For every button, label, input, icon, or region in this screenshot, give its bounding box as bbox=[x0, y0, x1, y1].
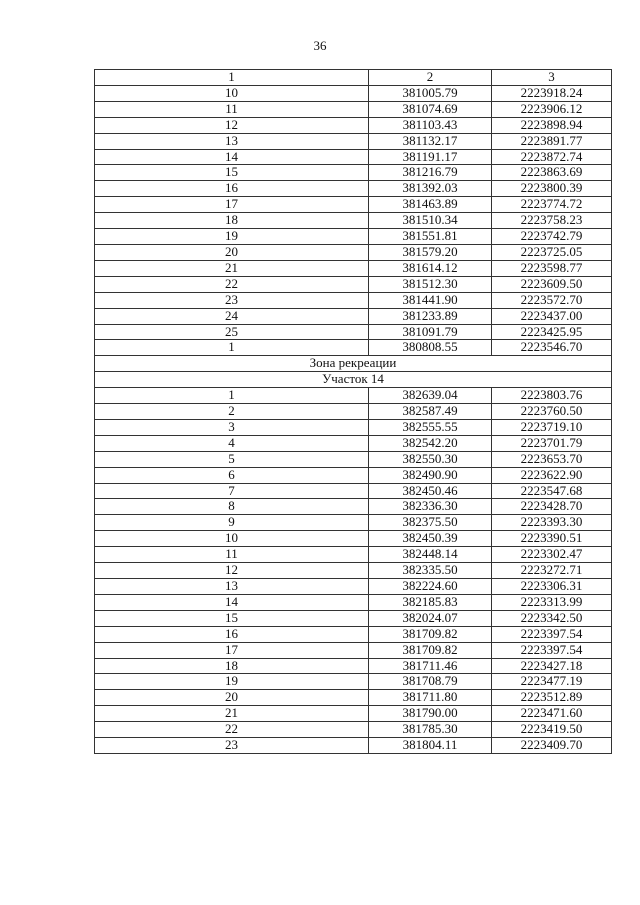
table-row bbox=[95, 324, 612, 340]
x-coordinate-cell: 382587.49 bbox=[369, 404, 492, 420]
x-coordinate-cell: 381510.34 bbox=[369, 213, 492, 229]
x-coordinate-cell: 381132.17 bbox=[369, 133, 492, 149]
table-row bbox=[95, 244, 612, 260]
point-number-cell: 11 bbox=[95, 547, 369, 563]
y-coordinate-cell: 2223906.12 bbox=[492, 101, 612, 117]
point-number-cell: 9 bbox=[95, 515, 369, 531]
x-coordinate-cell: 381790.00 bbox=[369, 706, 492, 722]
x-coordinate-cell: 381785.30 bbox=[369, 722, 492, 738]
x-coordinate-cell: 381191.17 bbox=[369, 149, 492, 165]
x-coordinate-cell: 381216.79 bbox=[369, 165, 492, 181]
point-number-cell: 13 bbox=[95, 579, 369, 595]
point-number-cell: 23 bbox=[95, 292, 369, 308]
point-number-cell: 11 bbox=[95, 101, 369, 117]
table-row bbox=[95, 547, 612, 563]
table-row bbox=[95, 594, 612, 610]
x-coordinate-cell: 381711.80 bbox=[369, 690, 492, 706]
point-number-cell: 18 bbox=[95, 213, 369, 229]
x-coordinate-cell: 381708.79 bbox=[369, 674, 492, 690]
table-row bbox=[95, 467, 612, 483]
point-number-cell: 17 bbox=[95, 642, 369, 658]
table-row bbox=[95, 658, 612, 674]
y-coordinate-cell: 2223390.51 bbox=[492, 531, 612, 547]
y-coordinate-cell: 2223313.99 bbox=[492, 594, 612, 610]
y-coordinate-cell: 2223863.69 bbox=[492, 165, 612, 181]
y-coordinate-cell: 3 bbox=[492, 70, 612, 86]
zone-title-row bbox=[95, 356, 612, 372]
plot-title: Участок 14 bbox=[95, 372, 612, 388]
point-number-cell: 5 bbox=[95, 451, 369, 467]
x-coordinate-cell: 382375.50 bbox=[369, 515, 492, 531]
x-coordinate-cell: 380808.55 bbox=[369, 340, 492, 356]
point-number-cell: 19 bbox=[95, 229, 369, 245]
table-row bbox=[95, 133, 612, 149]
y-coordinate-cell: 2223800.39 bbox=[492, 181, 612, 197]
table-row bbox=[95, 738, 612, 754]
x-coordinate-cell: 382448.14 bbox=[369, 547, 492, 563]
x-coordinate-cell: 381709.82 bbox=[369, 642, 492, 658]
x-coordinate-cell: 381711.46 bbox=[369, 658, 492, 674]
point-number-cell: 12 bbox=[95, 117, 369, 133]
page-number: 36 bbox=[313, 38, 327, 53]
point-number-cell: 20 bbox=[95, 690, 369, 706]
point-number-cell: 25 bbox=[95, 324, 369, 340]
table-row bbox=[95, 722, 612, 738]
point-number-cell: 14 bbox=[95, 149, 369, 165]
y-coordinate-cell: 2223409.70 bbox=[492, 738, 612, 754]
x-coordinate-cell: 381103.43 bbox=[369, 117, 492, 133]
y-coordinate-cell: 2223701.79 bbox=[492, 435, 612, 451]
point-number-cell: 1 bbox=[95, 340, 369, 356]
x-coordinate-cell: 381392.03 bbox=[369, 181, 492, 197]
table-row bbox=[95, 690, 612, 706]
x-coordinate-cell: 381551.81 bbox=[369, 229, 492, 245]
y-coordinate-cell: 2223342.50 bbox=[492, 610, 612, 626]
table-row bbox=[95, 181, 612, 197]
point-number-cell: 16 bbox=[95, 626, 369, 642]
point-number-cell: 15 bbox=[95, 610, 369, 626]
table-row bbox=[95, 515, 612, 531]
table-row bbox=[95, 149, 612, 165]
y-coordinate-cell: 2223397.54 bbox=[492, 642, 612, 658]
table-row bbox=[95, 117, 612, 133]
y-coordinate-cell: 2223719.10 bbox=[492, 419, 612, 435]
table-row bbox=[95, 213, 612, 229]
x-coordinate-cell: 2 bbox=[369, 70, 492, 86]
y-coordinate-cell: 2223918.24 bbox=[492, 85, 612, 101]
x-coordinate-cell: 381709.82 bbox=[369, 626, 492, 642]
table-row bbox=[95, 626, 612, 642]
table-row bbox=[95, 276, 612, 292]
point-number-cell: 12 bbox=[95, 563, 369, 579]
x-coordinate-cell: 381074.69 bbox=[369, 101, 492, 117]
point-number-cell: 8 bbox=[95, 499, 369, 515]
y-coordinate-cell: 2223546.70 bbox=[492, 340, 612, 356]
table-row bbox=[95, 674, 612, 690]
y-coordinate-cell: 2223725.05 bbox=[492, 244, 612, 260]
y-coordinate-cell: 2223758.23 bbox=[492, 213, 612, 229]
x-coordinate-cell: 381512.30 bbox=[369, 276, 492, 292]
point-number-cell: 13 bbox=[95, 133, 369, 149]
table-row bbox=[95, 610, 612, 626]
point-number-cell: 10 bbox=[95, 531, 369, 547]
x-coordinate-cell: 382336.30 bbox=[369, 499, 492, 515]
table-row bbox=[95, 435, 612, 451]
x-coordinate-cell: 381463.89 bbox=[369, 197, 492, 213]
point-number-cell: 6 bbox=[95, 467, 369, 483]
y-coordinate-cell: 2223427.18 bbox=[492, 658, 612, 674]
table-header-row bbox=[95, 70, 612, 86]
point-number-cell: 22 bbox=[95, 722, 369, 738]
x-coordinate-cell: 382555.55 bbox=[369, 419, 492, 435]
table-row bbox=[95, 563, 612, 579]
y-coordinate-cell: 2223393.30 bbox=[492, 515, 612, 531]
point-number-cell: 21 bbox=[95, 260, 369, 276]
y-coordinate-cell: 2223397.54 bbox=[492, 626, 612, 642]
y-coordinate-cell: 2223306.31 bbox=[492, 579, 612, 595]
point-number-cell: 18 bbox=[95, 658, 369, 674]
x-coordinate-cell: 381614.12 bbox=[369, 260, 492, 276]
x-coordinate-cell: 382224.60 bbox=[369, 579, 492, 595]
table-row bbox=[95, 101, 612, 117]
y-coordinate-cell: 2223471.60 bbox=[492, 706, 612, 722]
y-coordinate-cell: 2223774.72 bbox=[492, 197, 612, 213]
table-row bbox=[95, 85, 612, 101]
table-row bbox=[95, 229, 612, 245]
point-number-cell: 2 bbox=[95, 404, 369, 420]
coordinates-table-body bbox=[95, 70, 612, 754]
point-number-cell: 22 bbox=[95, 276, 369, 292]
point-number-cell: 4 bbox=[95, 435, 369, 451]
table-row bbox=[95, 165, 612, 181]
table-row bbox=[95, 483, 612, 499]
point-number-cell: 10 bbox=[95, 85, 369, 101]
table-row bbox=[95, 260, 612, 276]
y-coordinate-cell: 2223477.19 bbox=[492, 674, 612, 690]
table-row bbox=[95, 292, 612, 308]
table-row bbox=[95, 308, 612, 324]
y-coordinate-cell: 2223872.74 bbox=[492, 149, 612, 165]
y-coordinate-cell: 2223512.89 bbox=[492, 690, 612, 706]
point-number-cell: 24 bbox=[95, 308, 369, 324]
table-row bbox=[95, 388, 612, 404]
point-number-cell: 16 bbox=[95, 181, 369, 197]
table-row bbox=[95, 706, 612, 722]
x-coordinate-cell: 381005.79 bbox=[369, 85, 492, 101]
y-coordinate-cell: 2223547.68 bbox=[492, 483, 612, 499]
x-coordinate-cell: 382490.90 bbox=[369, 467, 492, 483]
x-coordinate-cell: 381579.20 bbox=[369, 244, 492, 260]
x-coordinate-cell: 381441.90 bbox=[369, 292, 492, 308]
x-coordinate-cell: 382335.50 bbox=[369, 563, 492, 579]
y-coordinate-cell: 2223598.77 bbox=[492, 260, 612, 276]
y-coordinate-cell: 2223609.50 bbox=[492, 276, 612, 292]
zone-title: Зона рекреации bbox=[95, 356, 612, 372]
point-number-cell: 7 bbox=[95, 483, 369, 499]
table-row bbox=[95, 579, 612, 595]
table-row bbox=[95, 419, 612, 435]
point-number-cell: 20 bbox=[95, 244, 369, 260]
y-coordinate-cell: 2223419.50 bbox=[492, 722, 612, 738]
x-coordinate-cell: 382450.46 bbox=[369, 483, 492, 499]
point-number-cell: 19 bbox=[95, 674, 369, 690]
y-coordinate-cell: 2223302.47 bbox=[492, 547, 612, 563]
point-number-cell: 3 bbox=[95, 419, 369, 435]
x-coordinate-cell: 382024.07 bbox=[369, 610, 492, 626]
table-row bbox=[95, 642, 612, 658]
x-coordinate-cell: 382550.30 bbox=[369, 451, 492, 467]
y-coordinate-cell: 2223425.95 bbox=[492, 324, 612, 340]
x-coordinate-cell: 381233.89 bbox=[369, 308, 492, 324]
y-coordinate-cell: 2223760.50 bbox=[492, 404, 612, 420]
x-coordinate-cell: 381091.79 bbox=[369, 324, 492, 340]
y-coordinate-cell: 2223428.70 bbox=[492, 499, 612, 515]
table-row bbox=[95, 340, 612, 356]
y-coordinate-cell: 2223742.79 bbox=[492, 229, 612, 245]
y-coordinate-cell: 2223622.90 bbox=[492, 467, 612, 483]
x-coordinate-cell: 381804.11 bbox=[369, 738, 492, 754]
y-coordinate-cell: 2223437.00 bbox=[492, 308, 612, 324]
y-coordinate-cell: 2223898.94 bbox=[492, 117, 612, 133]
y-coordinate-cell: 2223891.77 bbox=[492, 133, 612, 149]
table-row bbox=[95, 197, 612, 213]
plot-title-row bbox=[95, 372, 612, 388]
table-row bbox=[95, 499, 612, 515]
table-row bbox=[95, 531, 612, 547]
y-coordinate-cell: 2223803.76 bbox=[492, 388, 612, 404]
point-number-cell: 15 bbox=[95, 165, 369, 181]
coordinates-table bbox=[94, 69, 612, 754]
y-coordinate-cell: 2223272.71 bbox=[492, 563, 612, 579]
x-coordinate-cell: 382542.20 bbox=[369, 435, 492, 451]
point-number-cell: 23 bbox=[95, 738, 369, 754]
table-row bbox=[95, 451, 612, 467]
x-coordinate-cell: 382185.83 bbox=[369, 594, 492, 610]
point-number-cell: 1 bbox=[95, 70, 369, 86]
point-number-cell: 17 bbox=[95, 197, 369, 213]
x-coordinate-cell: 382450.39 bbox=[369, 531, 492, 547]
y-coordinate-cell: 2223572.70 bbox=[492, 292, 612, 308]
table-row bbox=[95, 404, 612, 420]
point-number-cell: 14 bbox=[95, 594, 369, 610]
y-coordinate-cell: 2223653.70 bbox=[492, 451, 612, 467]
point-number-cell: 1 bbox=[95, 388, 369, 404]
point-number-cell: 21 bbox=[95, 706, 369, 722]
x-coordinate-cell: 382639.04 bbox=[369, 388, 492, 404]
